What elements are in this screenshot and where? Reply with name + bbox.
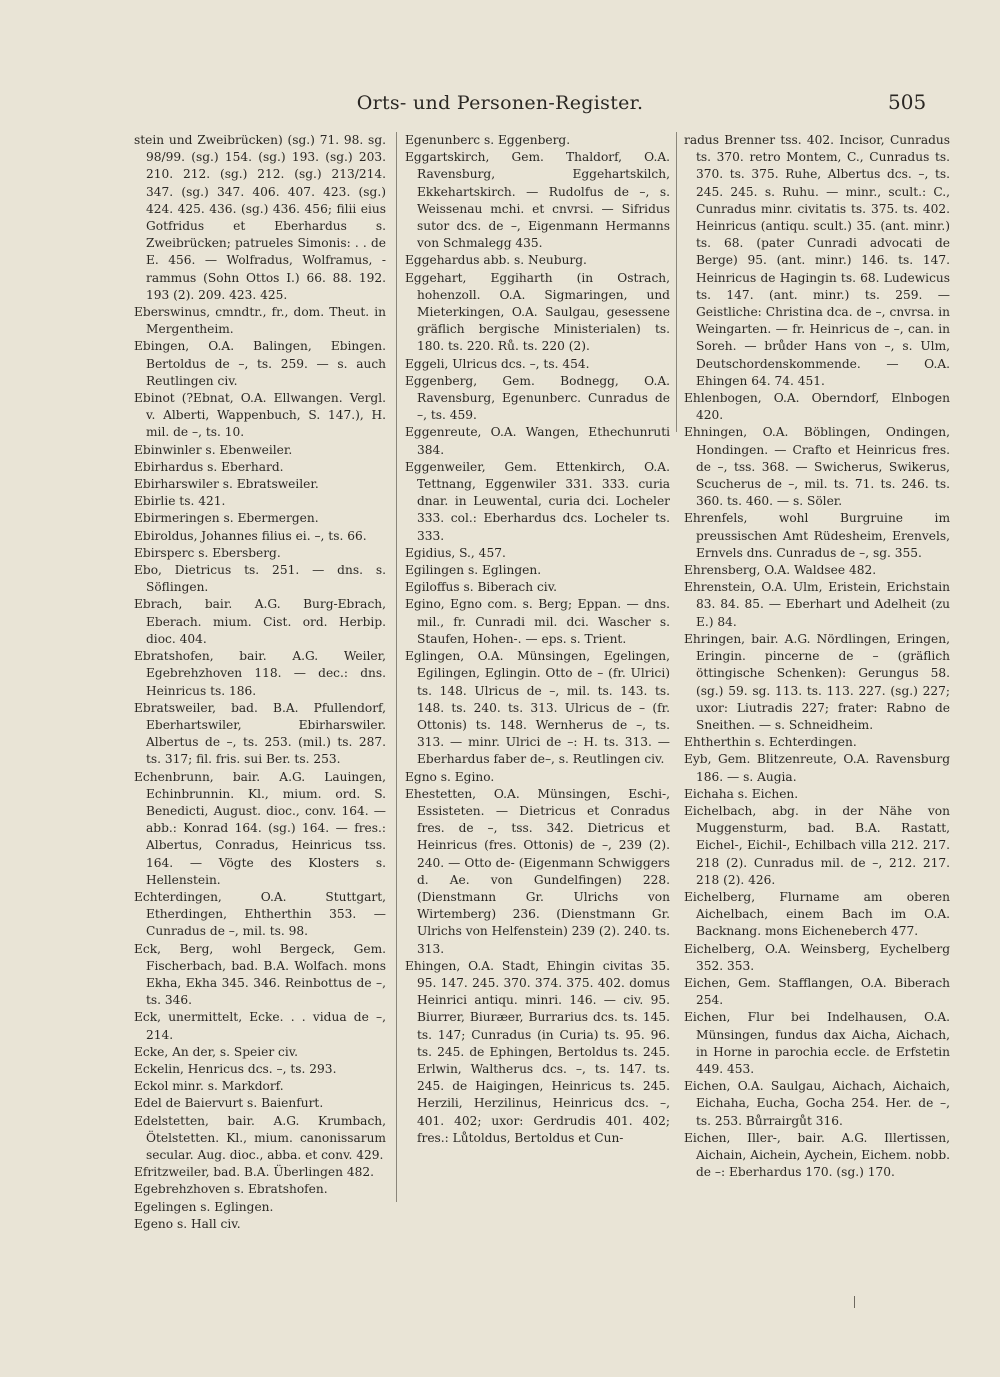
register-entry: Ebirsperc s. Ebersberg. — [134, 545, 281, 560]
register-entry: Eggenweiler, Gem. Ettenkirch, O.A. Tettnang, Eggenwiler 331. 333. curia dnar. in Leuwental, curia dci. Locheler 333. col.: Eberhardus dcs. Locheler ts. 333. — [405, 459, 670, 543]
register-entry: Ebo, Dietricus ts. 251. — dns. s. Söflingen. — [134, 563, 386, 595]
register-entry: Egenunberc s. Eggenberg. — [405, 133, 571, 147]
register-entry: Edelstetten, bair. A.G. Krumbach, Ötelstetten. Kl., mium. canonissarum secular. Aug. dioc., abba. et conv. 429. — [134, 1113, 386, 1162]
register-entry: Ehrensberg, O.A. Waldsee 482. — [684, 563, 877, 578]
register-entry: Echenbrunn, bair. A.G. Lauingen, Echinbrunnin. Kl., mium. ord. S. Benedicti, August. dioc., conv. 164. — abb.: Konrad 164. (sg.) 164. — fres.: Albertus, Conradus, Heinricus tss. 164. — Vögte des Klosters s. Hellenstein. — [134, 769, 386, 887]
register-entry: Eggehardus abb. s. Neuburg. — [405, 253, 587, 268]
register-entry: Eichen, Iller-, bair. A.G. Illertissen, Aichain, Aichein, Aychein, Eichem. nobb. de –: Eberhardus 170. (sg.) 170. — [684, 1130, 950, 1180]
register-entry: Ebinwinler s. Ebenweiler. — [134, 442, 293, 457]
register-entry: Eckelin, Henricus dcs. –, ts. 293. — [134, 1061, 337, 1076]
register-entry: Ebirhardus s. Eberhard. — [134, 459, 284, 474]
register-entry: Ehrenfels, wohl Burgruine im preussischen Amt Rüdesheim, Erenvels, Ernvels dns. Cunradus de –, sg. 355. — [684, 511, 950, 560]
register-entry: Egelingen s. Eglingen. — [134, 1199, 274, 1214]
margin-mark — [854, 1296, 855, 1308]
register-entry: Ehrenstein, O.A. Ulm, Eristein, Erichstain 83. 84. 85. — Eberhart und Adelheit (zu E.) 84. — [684, 580, 950, 629]
register-entry: Ebirharswiler s. Ebratsweiler. — [134, 477, 319, 492]
register-entry: Egidius, S., 457. — [405, 545, 506, 560]
column-divider — [676, 132, 677, 432]
register-entry: Ehtherthin s. Echterdingen. — [684, 735, 857, 750]
register-entry: Eberswinus, cmndtr., fr., dom. Theut. in Mergentheim. — [134, 305, 386, 337]
register-entry: Egiloffus s. Biberach civ. — [405, 580, 558, 595]
register-entry: Edel de Baiervurt s. Baienfurt. — [134, 1096, 324, 1111]
register-entry: Eck, unermittelt, Ecke. . . vidua de –, 214. — [134, 1010, 386, 1042]
register-entry: Ehlenbogen, O.A. Oberndorf, Elnbogen 420. — [684, 391, 950, 423]
register-entry: Ebiroldus, Johannes filius ei. –, ts. 66. — [134, 528, 367, 543]
register-entry: Ehringen, bair. A.G. Nördlingen, Eringen, Eringin. pincerne de – (gräflich öttingische Schenken): Gerungus 58. (sg.) 59. sg. 113. ts. 113. 227. (sg.) 227; uxor: Liutradis 227; frater: Rabno de Sneithen. — s. Schneidheim. — [684, 631, 950, 732]
column-2 — [405, 132, 670, 1147]
register-entry: Ebirlie ts. 421. — [134, 494, 226, 509]
register-entry: Ehingen, O.A. Stadt, Ehingin civitas 35. 95. 147. 245. 370. 374. 375. 402. domus Heinrici antiqu. minri. 146. — civ. 95. Biurrer, Biuræer, Burrarius dcs. ts. 145. ts. 147; Cunradus (in Curia) ts. 95. 96. ts. 245. de Ephingen, Bertoldus ts. 245. Erlwin, Waltherus dcs. –, ts. 147. ts. 245. de Haigingen, Heinricus ts. 245. Herzili, Herzilinus, Heinricus dcs. –, 401. 402; uxor: Gerdrudis 401. 402; fres.: Lůtoldus, Bertoldus et Cun- — [405, 958, 670, 1145]
register-entry: Ebinot (?Ebnat, O.A. Ellwangen. Vergl. v. Alberti, Wappenbuch, S. 147.), H. mil. de –, ts. 10. — [134, 391, 386, 440]
page-title: Orts- und Personen-Register. — [356, 92, 644, 114]
page-number: 505 — [888, 90, 927, 114]
register-entry: Eggenreute, O.A. Wangen, Ethechunruti 384. — [405, 425, 670, 457]
register-entry: Ecke, An der, s. Speier civ. — [134, 1044, 299, 1059]
register-entry: Egno s. Egino. — [405, 769, 495, 784]
register-entry: Ebratsweiler, bad. B.A. Pfullendorf, Eberhartswiler, Ebirharswiler. Albertus de –, ts. 253. (mil.) ts. 287. ts. 317; fil. fris. sui Ber. ts. 253. — [134, 700, 386, 767]
register-entry: Ebirmeringen s. Ebermergen. — [134, 511, 319, 526]
register-entry: Eggartskirch, Gem. Thaldorf, O.A. Ravensburg, Eggehartskilch, Ekkehartskirch. — Rudolfus de –, s. Weissenau mchi. et cnvrsi. — Sifridus sutor dcs. de –, Eigenmann Hermanns von Schmalegg 435. — [405, 150, 670, 251]
register-entry: Eggeli, Ulricus dcs. –, ts. 454. — [405, 356, 590, 371]
register-entry: Egebrehzhoven s. Ebratshofen. — [134, 1182, 328, 1197]
register-entry: Eckol minr. s. Markdorf. — [134, 1079, 284, 1094]
column-divider — [396, 132, 397, 1202]
register-entry: Ebingen, O.A. Balingen, Ebingen. Bertoldus de –, ts. 259. — s. auch Reutlingen civ. — [134, 339, 386, 388]
column-1 — [134, 132, 386, 1233]
register-entry: Eyb, Gem. Blitzenreute, O.A. Ravensburg 186. — s. Augia. — [684, 752, 950, 784]
register-entry: Eggenberg, Gem. Bodnegg, O.A. Ravensburg, Egenunberc. Cunradus de –, ts. 459. — [405, 373, 670, 423]
register-entry: Eggehart, Eggiharth (in Ostrach, hohenzoll. O.A. Sigmaringen, und Mieterkingen, O.A. Saulgau, gesessene gräflich bergische Ministerialen) ts. 180. ts. 220. Rů. ts. 220 (2). — [405, 270, 670, 354]
register-entry: Egilingen s. Eglingen. — [405, 563, 542, 578]
register-entry: Eichelbach, abg. in der Nähe von Muggensturm, bad. B.A. Rastatt, Eichel-, Eichil-, Echilbach villa 212. 217. 218 (2). Cunradus mil. de –, 212. 217. 218 (2). 426. — [684, 803, 950, 887]
register-entry: Eglingen, O.A. Münsingen, Egelingen, Egilingen, Eglingin. Otto de – (fr. Ulrici) ts. 148. Ulricus de –, mil. ts. 143. ts. 148. ts. 240. ts. 313. Ulricus de – (fr. Ottonis) ts. 148. Wernherus de –, ts. 313. — minr. Ulrici de –: H. ts. 313. — Eberhardus faber de–, s. Reutlingen civ. — [405, 649, 670, 767]
register-entry: Egino, Egno com. s. Berg; Eppan. — dns. mil., fr. Cunradi mil. dci. Wascher s. Staufen, Hohen-. — eps. s. Trient. — [405, 597, 670, 646]
register-entry: Ebratshofen, bair. A.G. Weiler, Egebrehzhoven 118. — dec.: dns. Heinricus ts. 186. — [134, 649, 386, 698]
register-entry: Eichaha s. Eichen. — [684, 786, 799, 801]
register-entry: Echterdingen, O.A. Stuttgart, Etherdingen, Ehtherthin 353. — Cunradus de –, mil. ts. 98. — [134, 889, 386, 939]
register-entry: Eichelberg, O.A. Weinsberg, Eychelberg 352. 353. — [684, 941, 950, 973]
register-entry: Ehestetten, O.A. Münsingen, Eschi-, Essisteten. — Dietricus et Conradus fres. de –, tss. 342. Dietricus et Heinricus (fres. Ottonis) de –, 239 (2). 240. — Otto de- (Eigenmann Schwiggers d. Ae. von Gundelfingen) 228. (Dienstmann Gr. Ulrichs von Wirtemberg) 236. (Dienstmann Gr. Ulrichs von Helfenstein) 239 (2). 240. ts. 313. — [405, 786, 670, 956]
register-entry: Ebrach, bair. A.G. Burg-Ebrach, Eberach. mium. Cist. ord. Herbip. dioc. 404. — [134, 597, 386, 646]
register-entry: Eichen, Gem. Stafflangen, O.A. Biberach 254. — [684, 975, 950, 1008]
register-entry: radus Brenner tss. 402. Incisor, Cunradus ts. 370. retro Montem, C., Cunradus ts. 370. ts. 375. Ruhe, Albertus dcs. –, ts. 245. 245. s. Ruhu. — minr., scult.: C., Cunradus minr. civitatis ts. 375. ts. 402. Heinricus (antiqu. scult.) 35. (ant. minr.) ts. 68. (pater Cunradi advocati de Berge) 95. (ant. minr.) 146. ts. 147. Heinricus de Hagingin ts. 68. Ludewicus ts. 147. (ant. minr.) ts. 259. — Geistliche: Christina dca. de –, cnvrsa. in Weingarten. — fr. Heinricus de –, can. in Soreh. — brůder Hans von –, s. Ulm, Deutschordenskommende. — O.A. Ehingen 64. 74. 451. — [684, 133, 950, 388]
column-3 — [684, 132, 950, 1181]
register-entry: stein und Zweibrücken) (sg.) 71. 98. sg. 98/99. (sg.) 154. (sg.) 193. (sg.) 203. 210. 212. (sg.) 212. (sg.) 213/214. 347. (sg.) 347. 406. 407. 423. (sg.) 424. 425. 436. (sg.) 436. 456; filii eius Gotfridus et Eberhardus s. Zweibrücken; patrueles Simonis: . . de E. 456. — Wolfradus, Wolframus, -rammus (Sohn Ottos I.) 66. 88. 192. 193 (2). 209. 423. 425. — [134, 133, 386, 302]
register-entry: Eichen, O.A. Saulgau, Aichach, Aichaich, Eichaha, Eucha, Gocha 254. Her. de –, ts. 253. Bůrrairgůt 316. — [684, 1079, 950, 1128]
register-entry: Efritzweiler, bad. B.A. Überlingen 482. — [134, 1165, 374, 1180]
register-entry: Egeno s. Hall civ. — [134, 1216, 241, 1231]
register-entry: Eichelberg, Flurname am oberen Aichelbach, einem Bach im O.A. Backnang. mons Eicheneberch 477. — [684, 889, 950, 939]
register-entry: Ehningen, O.A. Böblingen, Ondingen, Hondingen. — Crafto et Heinricus fres. de –, tss. 368. — Swicherus, Swikerus, Scucherus de –, mil. ts. 71. ts. 246. ts. 360. ts. 460. — s. Söler. — [684, 425, 950, 509]
register-entry: Eichen, Flur bei Indelhausen, O.A. Münsingen, fundus dax Aicha, Aichach, in Horne in parochia eccle. de Erfstetin 449. 453. — [684, 1010, 950, 1076]
register-entry: Eck, Berg, wohl Bergeck, Gem. Fischerbach, bad. B.A. Wolfach. mons Ekha, Ekha 345. 346. Reinbottus de –, ts. 346. — [134, 941, 386, 1008]
